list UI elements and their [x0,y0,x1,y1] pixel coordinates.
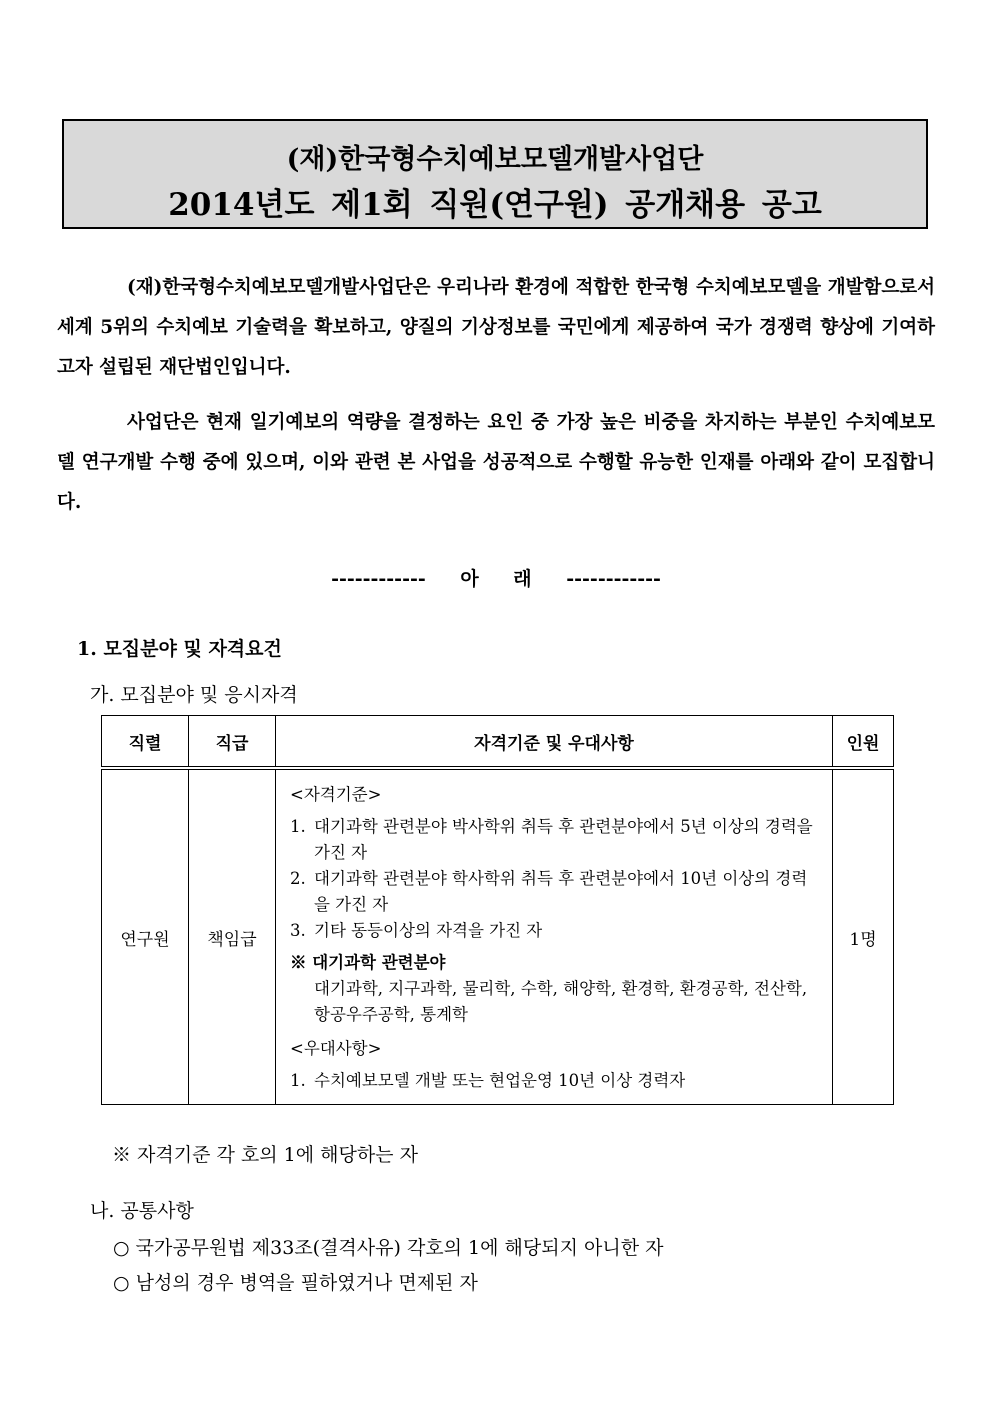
qualification-item-text: 대기과학 관련분야 학사학위 취득 후 관련분야에서 10년 이상의 경력을 가진 자 [314,869,808,914]
cell-series: 연구원 [102,768,189,1105]
qualification-label: <자격기준> [290,785,382,804]
subsection-heading-a: 가. 모집분야 및 응시자격 [90,684,298,706]
intro-paragraph-2-text: 사업단은 현재 일기예보의 역량을 결정하는 요인 중 가장 높은 비중을 차지하는 부분인 수치예보모델 연구개발 수행 중에 있으며, 이와 관련 본 사업을 성공적으로 수행할 유능한 인재를 아래와 같이 모집합니다. [57,412,935,513]
header-series: 직렬 [102,716,189,769]
section-heading-1: 1. 모집분야 및 자격요건 [77,638,282,660]
qualification-item [290,918,820,944]
cell-count: 1명 [833,768,894,1105]
preference-item [290,1068,820,1094]
field-note-title: ※ 대기과학 관련분야 [290,953,446,972]
common-requirement-item: ○ 남성의 경우 병역을 필하였거나 면제된 자 [113,1272,478,1294]
table-header-row [102,716,894,769]
header-count: 인원 [833,716,894,769]
recruitment-table [101,715,894,1105]
page-title: 2014년도 제1회 직원(연구원) 공개채용 공고 [168,187,822,223]
table-row [102,768,894,1105]
preference-item-number: 1. [290,1071,306,1090]
qualification-item-text: 대기과학 관련분야 박사학위 취득 후 관련분야에서 5년 이상의 경력을 가진 자 [314,817,813,862]
intro-paragraph-2 [57,403,935,523]
qualification-item-number: 1. [290,817,306,836]
cell-qualification-detail [276,768,833,1105]
qualification-item-number: 3. [290,921,306,940]
qualification-item-text: 기타 동등이상의 자격을 가진 자 [314,921,543,940]
divider-heading: ------------ 아 래 ------------ [331,568,661,590]
intro-paragraph-1-text: (재)한국형수치예보모델개발사업단은 우리나라 환경에 적합한 한국형 수치예보모델을 개발함으로서 세계 5위의 수치예보 기술력을 확보하고, 양질의 기상정보를 국민에게 제공하여 국가 경쟁력 향상에 기여하고자 설립된 재단법인입니다. [57,277,935,378]
header-qualification: 자격기준 및 우대사항 [276,716,833,769]
field-note-body: 대기과학, 지구과학, 물리학, 수학, 해양학, 환경학, 환경공학, 전산학, 항공우주공학, 통계학 [314,979,808,1024]
title-box [62,119,928,229]
cell-grade: 책임급 [189,768,276,1105]
preference-item-text: 수치예보모델 개발 또는 현업운영 10년 이상 경력자 [314,1071,686,1090]
header-grade: 직급 [189,716,276,769]
title-organization: (재)한국형수치예보모델개발사업단 [286,144,704,175]
intro-paragraph-1 [57,268,935,388]
qualification-item-number: 2. [290,869,306,888]
qualification-item [290,866,820,918]
preference-label: <우대사항> [290,1039,382,1058]
qualification-item [290,814,820,866]
table-footnote: ※ 자격기준 각 호의 1에 해당하는 자 [112,1144,418,1166]
subsection-heading-b: 나. 공통사항 [90,1200,194,1222]
common-requirement-item: ○ 국가공무원법 제33조(결격사유) 각호의 1에 해당되지 아니한 자 [113,1237,664,1259]
